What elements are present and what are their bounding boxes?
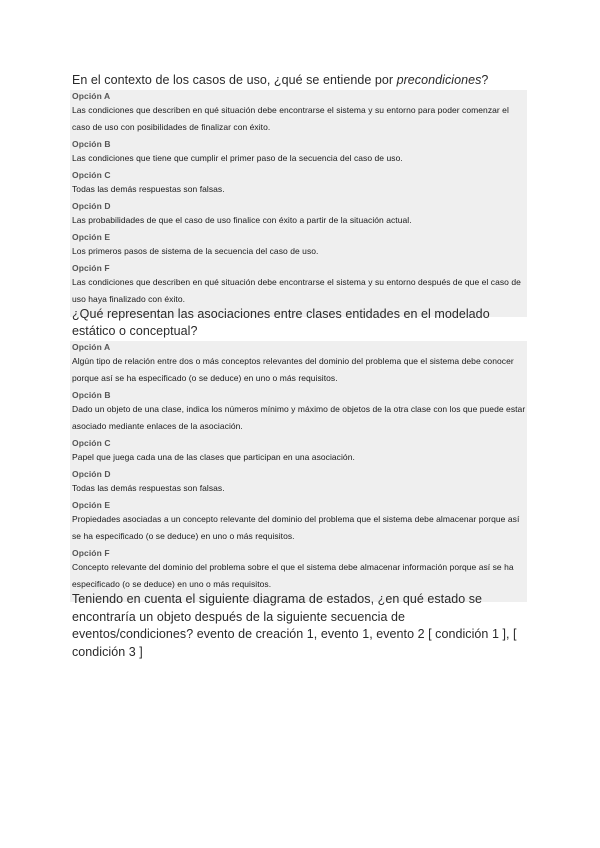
option-label: Opción D [72, 469, 111, 479]
option-d [70, 469, 527, 497]
option-label: Opción F [72, 263, 110, 273]
option-text: Los primeros pasos de sistema de la secuencia del caso de uso. [72, 246, 319, 256]
option-text: Las probabilidades de que el caso de uso finalice con éxito a partir de la situación actual. [72, 215, 412, 225]
option-label: Opción E [72, 500, 111, 510]
question-2-text: ¿Qué representan las asociaciones entre clases entidades en el modelado estático o conceptual? [72, 307, 490, 338]
option-label: Opción B [72, 390, 111, 400]
question-2 [72, 306, 527, 602]
option-text: Propiedades asociadas a un concepto relevante del dominio del problema que el sistema debe almacenar porque así se ha especificado (o se deduce) en uno o más requisitos. [72, 514, 520, 541]
option-label: Opción C [72, 438, 111, 448]
question-1-text-before: En el contexto de los casos de uso, ¿qué se entiende por [72, 73, 397, 87]
option-text: Las condiciones que tiene que cumplir el primer paso de la secuencia del caso de uso. [72, 153, 403, 163]
question-3 [72, 591, 527, 662]
option-e [70, 232, 527, 260]
question-1-text-italic: precondiciones [396, 73, 482, 87]
option-label: Opción B [72, 139, 111, 149]
question-1-text-after: ? [481, 73, 489, 87]
option-a [70, 91, 527, 136]
option-text: Las condiciones que describen en qué situación debe encontrarse el sistema y su entorno después de que el caso de uso haya finalizado con éxito. [72, 277, 521, 304]
question-1-options [70, 90, 527, 317]
option-f [70, 263, 527, 308]
option-text: Algún tipo de relación entre dos o más conceptos relevantes del dominio del problema que el sistema debe conocer porque así se ha especificado (o se deduce) en uno o más requisitos. [72, 356, 514, 383]
option-text: Las condiciones que describen en qué situación debe encontrarse el sistema y su entorno para poder comenzar el caso de uso con posibilidades de finalizar con éxito. [72, 105, 509, 132]
option-text: Papel que juega cada una de las clases que participan en una asociación. [72, 452, 355, 462]
option-e [70, 500, 527, 545]
option-label: Opción E [72, 232, 111, 242]
option-label: Opción F [72, 548, 110, 558]
option-label: Opción C [72, 170, 111, 180]
option-label: Opción D [72, 201, 111, 211]
option-f [70, 548, 527, 593]
option-c [70, 438, 527, 466]
option-text: Concepto relevante del dominio del problema sobre el que el sistema debe almacenar información porque así se ha especificado (o se deduce) en uno o más requisitos. [72, 562, 514, 589]
option-text: Todas las demás respuestas son falsas. [72, 483, 225, 493]
question-1-text [72, 72, 527, 89]
question-2-options [70, 341, 527, 602]
question-1 [72, 72, 527, 317]
option-a [70, 342, 527, 387]
option-text: Todas las demás respuestas son falsas. [72, 184, 225, 194]
option-c [70, 170, 527, 198]
option-d [70, 201, 527, 229]
option-label: Opción A [72, 342, 111, 352]
option-b [70, 390, 527, 435]
question-3-text: Teniendo en cuenta el siguiente diagrama de estados, ¿en qué estado se encontraría un objeto después de la siguiente secuencia de eventos/condiciones? evento de creación 1, evento 1, evento 2 [ condición 1 ], [ condición 3 ] [72, 592, 517, 659]
option-label: Opción A [72, 91, 111, 101]
option-text: Dado un objeto de una clase, indica los números mínimo y máximo de objetos de la otra clase con los que puede estar asociado mediante enlaces de la asociación. [72, 404, 526, 431]
option-b [70, 139, 527, 167]
